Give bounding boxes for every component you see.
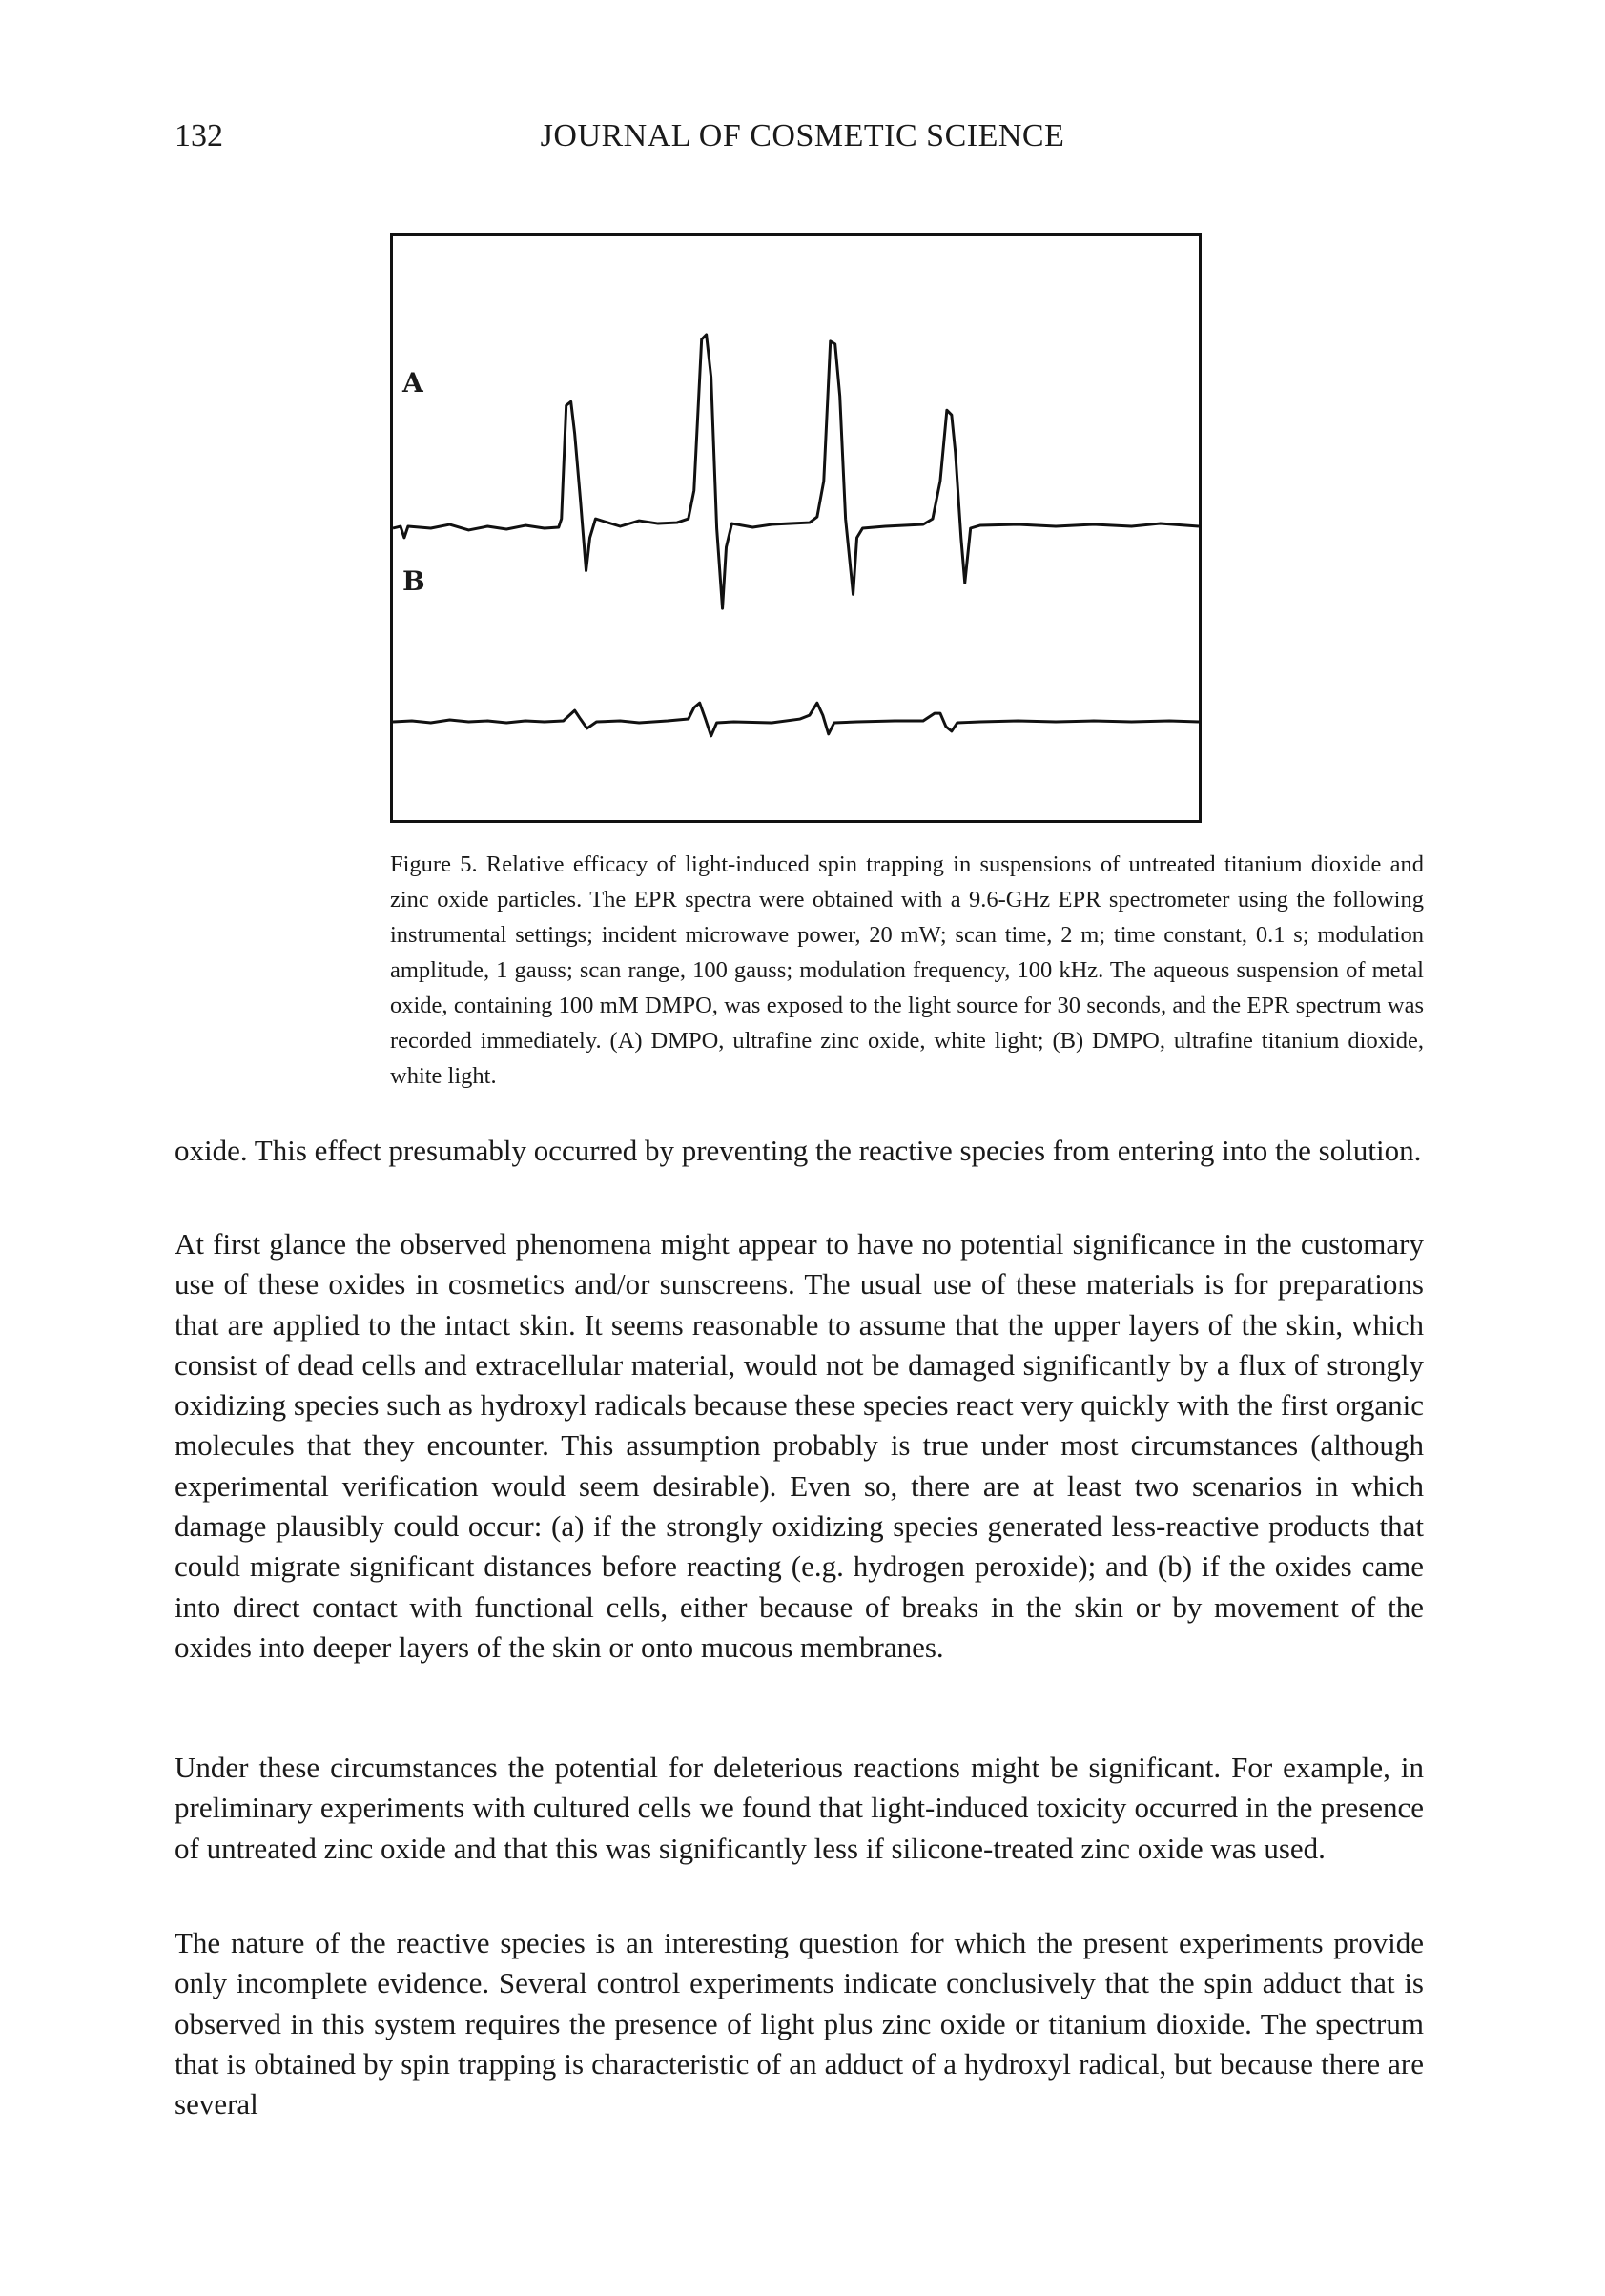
trace-label-a: A <box>402 367 423 399</box>
paragraph-4: The nature of the reactive species is an interesting question for which the present experiments provide only incomplete evidence. Several control experiments indicate conclusively that the spin adduct that is observed in this system requires the presence of light plus zinc oxide or titanium dioxide. The spectrum that is obtained by spin trapping is characteristic of an adduct of a hydroxyl radical, but because there are several <box>175 1926 1424 2122</box>
figure-label: Figure 5. <box>390 851 478 877</box>
page-number: 132 <box>175 118 223 154</box>
epr-spectra-plot <box>393 236 1199 820</box>
paragraph-3: Under these circumstances the potential for deleterious reactions might be significant. For example, in preliminary experiments with cultured cells we found that light-induced toxicity occurred in the presence of untreated zinc oxide and that this was significantly less if silicone-treated zinc oxide was used. <box>175 1751 1424 1865</box>
figure-caption-text: Relative efficacy of light-induced spin trapping in suspensions of untreated titanium dioxide and zinc oxide particles. The EPR spectra were obtained with a 9.6-GHz EPR spectrometer using the following instrumental settings; incident microwave power, 20 mW; scan time, 2 m; time constant, 0.1 s; modulation amplitude, 1 gauss; scan range, 100 gauss; modulation frequency, 100 kHz. The aqueous suspension of metal oxide, containing 100 mM DMPO, was exposed to the light source for 30 seconds, and the EPR spectrum was recorded immediately. (A) DMPO, ultrafine zinc oxide, white light; (B) DMPO, ultrafine titanium dioxide, white light. <box>390 851 1425 1089</box>
paragraph-1: oxide. This effect presumably occurred by preventing the reactive species from entering into the solution. <box>175 1134 1422 1167</box>
figure-caption <box>390 847 1424 1094</box>
trace-label-b: B <box>402 565 425 597</box>
running-head <box>0 118 1605 156</box>
journal-title: JOURNAL OF COSMETIC SCIENCE <box>540 118 1065 154</box>
figure-5-epr-spectra <box>390 233 1202 823</box>
paragraph-2: At first glance the observed phenomena might appear to have no potential significance in the customary use of these oxides in cosmetics and/or sunscreens. The usual use of these materials is for preparations that are applied to the intact skin. It seems reasonable to assume that the upper layers of the skin, which consist of dead cells and extracellular material, would not be damaged significantly by a flux of strongly oxidizing species such as hydroxyl radicals because these species react very quickly with the first organic molecules that they encounter. This assumption probably is true under most circumstances (although experimental verification would seem desirable). Even so, there are at least two scenarios in which damage plausibly could occur: (a) if the strongly oxidizing species generated less-reactive products that could migrate significant distances before reacting (e.g. hydrogen peroxide); and (b) if the oxides came into direct contact with functional cells, either because of breaks in the skin or by movement of the oxides into deeper layers of the skin or onto mucous membranes. <box>175 1227 1424 1664</box>
